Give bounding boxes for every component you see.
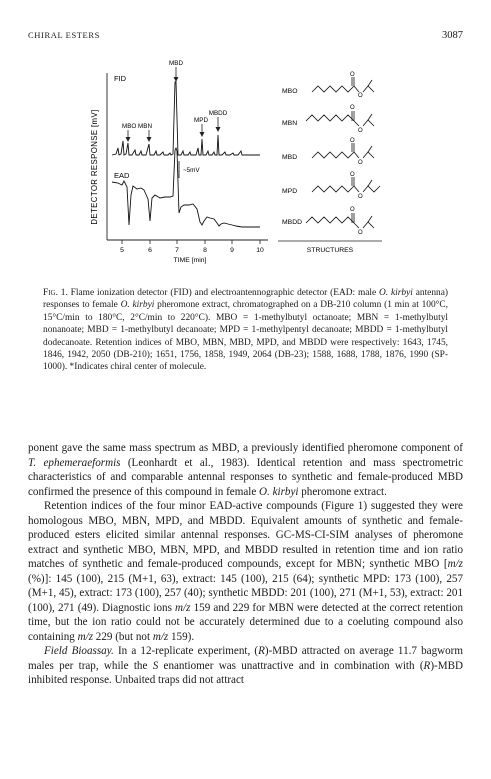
x-ticks: [122, 240, 260, 244]
text-run: enantiomer was unattractive and in combination with (: [158, 659, 424, 672]
structure-mbdd: [306, 213, 374, 228]
stereo-descriptor: S: [152, 659, 159, 672]
stereo-descriptor: R: [423, 659, 431, 672]
structure-atom-o: O: [358, 128, 363, 134]
text-run: pheromone extract.: [298, 485, 387, 498]
ead-trace: [112, 148, 260, 227]
structure-atom-o: O: [350, 72, 355, 78]
caption-text: pheromone extract, chromatographed on a DB-210 column (1 min at 100°C, 15°C/min to 180°C, 2°C/min to 220°C). MBO = 1-methylbutyl octanoate; MBN = 1-methylbutyl nonanoate; MBD = 1-methylbutyl decanoate; MPD = 1-methylpentyl decanoate; MBDD = 1-methylbutyl dodecanoate. Retention indices of MBO, MBN, MBD, MPD, and MBDD were respectively: 1643, 1745, 1846, 1942, 2050 (DB-210); 1651, 1756, 1858, 1949, 2064 (DB-23); 1588, 1688, 1788, 1876, 1990 (SP-1000). *Indicates chiral center of molecule.: [43, 300, 448, 373]
arrowhead-mbd: [174, 77, 179, 82]
peak-label-mbdd: MBDD: [208, 110, 228, 117]
structure-atom-o: O: [358, 230, 363, 236]
caption-text: Flame ionization detector (FID) and electroantennographic detector (EAD: male: [67, 288, 380, 298]
species-name: O. kirbyi: [259, 485, 299, 498]
structure-mpd: [312, 177, 380, 192]
paragraph: [28, 441, 463, 499]
x-axis-label: TIME [min]: [173, 257, 207, 264]
arrowhead-mbo: [126, 137, 131, 142]
text-run: )-MBD inhibited response. Unbaited traps did not attract: [28, 659, 463, 686]
x-tick-label: 9: [230, 247, 234, 254]
structure-label-mbdd: MBDD: [282, 219, 303, 226]
peak-label-mbo-mbn: MBO MBN: [121, 123, 153, 130]
x-tick-label: 10: [256, 247, 264, 254]
ead-label: EAD: [114, 171, 130, 180]
text-run: ponent gave the same mass spectrum as MBD, a previously identified pheromone component of: [28, 442, 463, 454]
caption-text: antenna) responses to female: [43, 288, 448, 311]
structure-atom-o: O: [350, 172, 355, 178]
text-run: 159 and 229 for MBN were detected at the correct retention time, but the ion ratio could not be accurately determined due to a coeluting compound also containing: [28, 601, 463, 643]
structure-label-mbn: MBN: [282, 120, 298, 127]
structure-label-mpd: MPD: [282, 188, 298, 195]
structure-label-mbd: MBD: [282, 154, 298, 161]
fid-label: FID: [114, 74, 127, 83]
structure-label-mbo: MBO: [282, 88, 298, 95]
text-run: 229 (but not: [93, 630, 153, 643]
peak-label-mbd: MBD: [169, 60, 183, 67]
figure-1: [0, 55, 491, 285]
fid-trace: [112, 82, 260, 155]
caption-species: O. kirbyi: [120, 300, 155, 311]
arrowhead-mbdd: [216, 127, 221, 132]
paragraph: [28, 499, 463, 644]
text-run: (Leonhardt et al., 1983). Identical retention and mass spectrometric characteristics of and comparable antennal responses to synthetic and female-produced MBD confirmed the presence of this compound in female: [28, 456, 463, 498]
structure-atom-o: O: [358, 93, 363, 99]
structure-mbo: [312, 77, 374, 92]
mz-symbol: m/z: [447, 558, 463, 570]
text-run: 159).: [168, 630, 195, 643]
running-title: CHIRAL ESTERS: [28, 30, 100, 40]
x-tick-label: 6: [148, 247, 152, 254]
structure-atom-o: O: [350, 105, 355, 111]
structure-mbd: [312, 143, 374, 158]
caption-lead: Fig. 1.: [43, 288, 68, 298]
stereo-descriptor: R: [258, 645, 265, 657]
running-header: [28, 30, 463, 44]
figure-caption: [43, 287, 448, 374]
mz-symbol: m/z: [175, 601, 191, 614]
structure-mbn: [306, 111, 374, 126]
section-run-in-heading: Field Bioassay.: [44, 645, 114, 657]
paragraph: [28, 644, 463, 688]
text-run: )-MBD attracted on average 11.7 bagworm males per trap, while the: [28, 645, 463, 672]
x-tick-label: 8: [203, 247, 207, 254]
x-tick-label: 7: [175, 247, 179, 254]
arrowhead-mbn: [147, 137, 152, 142]
text-run: In a 12-replicate experiment, (: [113, 645, 259, 657]
structures-title: STRUCTURES: [306, 247, 354, 254]
peak-label-mpd: MPD: [194, 117, 208, 124]
arrowhead-mpd: [200, 132, 205, 137]
scale-bar-label: ~5mV: [183, 167, 200, 174]
structure-atom-o: O: [350, 207, 355, 213]
page-number: 3087: [442, 30, 463, 41]
structure-atom-o: O: [358, 194, 363, 200]
x-tick-label: 5: [120, 247, 124, 254]
caption-species: O. kirbyi: [379, 288, 413, 298]
body-text: [28, 441, 463, 688]
species-name: T. ephemeraeformis: [28, 456, 121, 469]
text-run: Retention indices of the four minor EAD-active compounds (Figure 1) suggested they were homologous MBO, MBN, MPD, and MBDD. Equivalent amounts of synthetic and female-produced esters elicited similar antennal responses. GC-MS-CI-SIM analyses of pheromone extract and synthetic MBO, MBN, MPD, and MBDD resulted in retention time and ion ratio matches of synthetic and female-produced compounds, except for MBN; synthetic MBO [: [28, 500, 463, 570]
structure-atom-o: O: [358, 160, 363, 166]
mz-symbol: m/z: [77, 630, 94, 643]
structure-atom-o: O: [350, 138, 355, 144]
text-run: (%)]: 145 (100), 215 (M+1, 63), extract: 145 (100), 215 (64); synthetic MPD: 173 (100), 257 (M+1, 45), extract: 173 (100), 257 (40); synthetic MBDD: 201 (100), 271 (M+1, 53), extract: 201 (100), 271 (49). Diagnostic ions: [28, 572, 463, 614]
mz-symbol: m/z: [152, 630, 169, 643]
y-axis-label: DETECTOR RESPONSE [mV]: [90, 109, 99, 225]
